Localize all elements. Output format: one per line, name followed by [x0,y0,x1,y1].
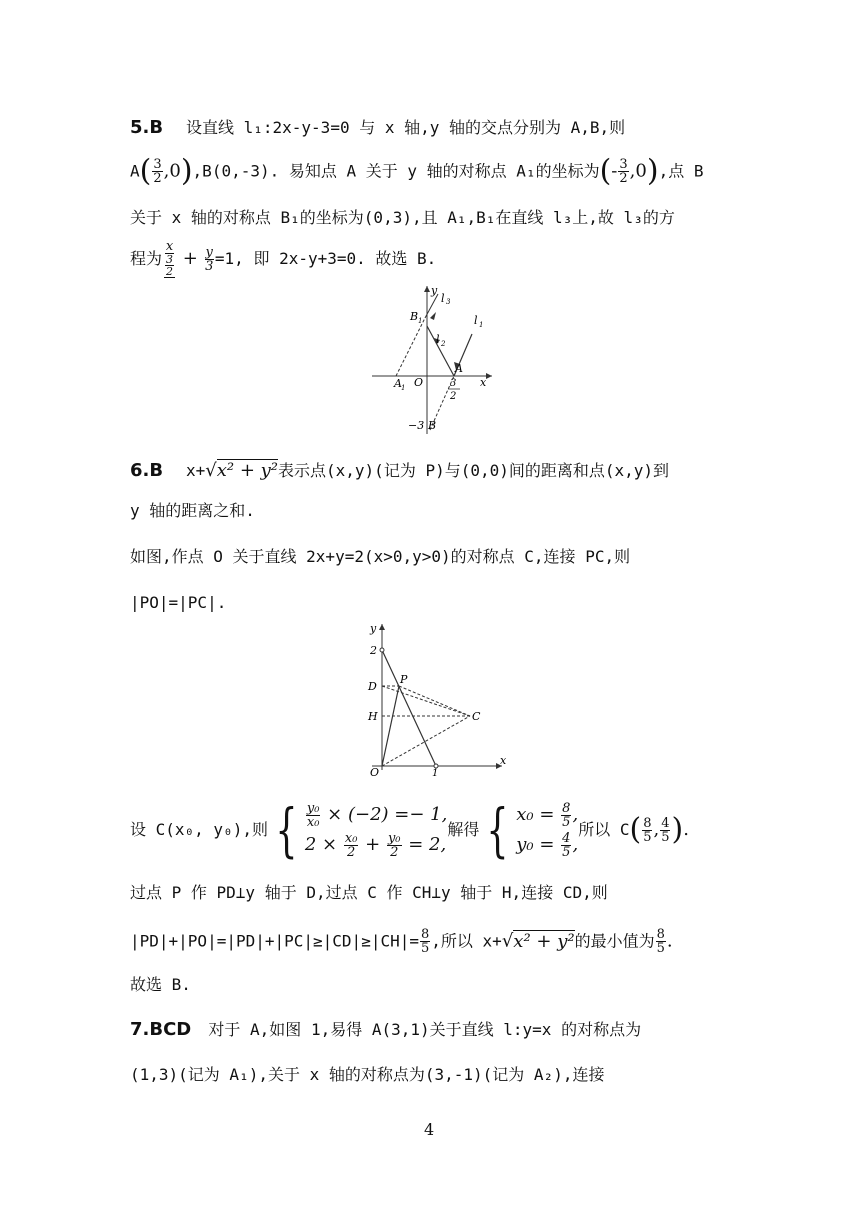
p6-text-8: 故选 B. [130,975,191,994]
p5-text-4a: 程为 [130,249,163,268]
fig1-a1-sub: 1 [401,384,406,392]
fig2-c-label: C [472,710,481,723]
fig2-h-label: H [368,710,378,723]
p5-line4: 程为 $\frac{x}{\frac{3}{2}}$ + $\frac{y}{3}$ =1, 即 2x-y+3=0. 故选 B. [130,239,437,278]
p6-text-5b: 解得 [447,820,480,839]
p7-answer-label: 7.BCD [130,1019,192,1040]
fig1-two-label: 2 [450,391,457,402]
fig2-y-label: y [370,622,377,635]
fig1-three-label: 3 [450,378,457,389]
fig1-l3-label: l [441,292,445,305]
p6-line2 [130,498,255,524]
p5-text-3: 关于 x 轴的对称点 B₁的坐标为(0,3),且 A₁,B₁在直线 l₃上,故 l₃的方 [130,208,675,227]
p6-line8 [130,972,191,998]
p5-frac-3-2: $\frac{3}{2}$ [153,157,162,186]
p6-text-6: 过点 P 作 PD⊥y 轴于 D,过点 C 作 CH⊥y 轴于 H,连接 CD,则 [130,883,608,902]
fig1-l1-sub: 1 [479,321,484,329]
p6-line5: 设 C(x₀, y₀),则 { $\frac{\text{y₀}}{\text{x₀}}$ × (−2) =− 1, 2 × $\frac{\text{x₀}}{2}$ + $\frac{\text{y₀}}{2}$ = 2, 解得 { x₀ = $\frac{8}{5}$ , y₀ = $\frac{4}{5}$ , 所以 C( $\frac{8}{5}$ , $\frac{4}{5}$ ). [130,796,689,864]
p6-answer-label: 6.B [130,460,164,481]
p6-figure [362,620,512,776]
fig1-l2-label: l [436,333,440,346]
fig2-two-label: 2 [370,644,377,657]
fig2-p-label: P [400,673,408,686]
p6-text-7a: |PD|+|PO|=|PD|+|PC|≥|CD|≥|CH|= [130,931,419,951]
p5-text-1: 设直线 l₁:2x-y-3=0 与 x 轴,y 轴的交点分别为 A,B,则 [185,118,626,137]
p6-line3 [130,544,630,570]
fig1-a1-label: A [394,377,402,390]
p7-line1 [130,1017,641,1043]
p5-figure [368,282,500,438]
p6-text-4: |PO|=|PC|. [130,593,227,612]
fig2-x-label: x [500,754,507,767]
p5-frac-neg-3-2: $\frac{3}{2}$ [619,157,628,186]
p5-text-4b: =1, 即 2x-y+3=0. 故选 B. [214,249,437,268]
p5-frac-y-3: $\frac{y}{3}$ [205,244,214,274]
p6-text-1a: x+ [185,461,206,480]
p6-text-7c: 的最小值为 [574,931,655,951]
p5-line1 [130,115,625,141]
p6-line6 [130,880,608,906]
p6-system-1: $\frac{\text{y₀}}{\text{x₀}}$ × (−2) =− 1, 2 × $\frac{\text{x₀}}{2}$ + $\frac{\text{y₀}}{2}$ = 2, [304,800,448,860]
fig1-y-label: y [431,284,438,297]
fig1-origin-label: O [414,376,424,389]
fig1-l1-label: l [474,314,478,327]
p6-text-1b: 表示点(x,y)(记为 P)与(0,0)间的距离和点(x,y)到 [278,461,670,480]
fig1-x-label: x [480,376,487,389]
page-number: 4 [424,1120,435,1139]
p6-line4 [130,590,226,616]
p5-text-2b: ,B(0,-3). 易知点 A 关于 y 轴的对称点 A₁的坐标为 [192,161,600,181]
p7-line2 [130,1062,604,1088]
p6-sqrt-expr: √x² + y² [205,460,279,481]
p6-line7: |PD|+|PO|=|PD|+|PC|≥|CD|≥|CH|= $\frac{8}{5}$ ,所以 x+√x² + y²的最小值为 $\frac{8}{5}$ . [130,927,673,956]
p5-text-2c: ,点 B [658,161,704,181]
p6-text-7b: ,所以 x+ [431,931,502,951]
p6-text-2: y 轴的距离之和. [130,501,255,520]
fig1-a-label: A [455,362,463,375]
p7-text-1: 对于 A,如图 1,易得 A(3,1)关于直线 l:y=x 的对称点为 [208,1020,642,1039]
fig2-d-label: D [368,680,377,693]
p5-line2: A( $\frac{3}{2}$ ,0),B(0,-3). 易知点 A 关于 y 轴的对称点 A₁的坐标为(- $\frac{3}{2}$ ,0),点 B [130,153,704,189]
p5-answer-label: 5.B [130,117,164,138]
p6-line1 [130,458,669,484]
p6-system-2: x₀ = $\frac{8}{5}$ , y₀ = $\frac{4}{5}$ , [516,800,579,860]
p5-frac-x-over-3-2: $\frac{x}{\frac{3}{2}}$ [165,239,174,278]
fig1-b1-label: B [410,310,419,323]
fig1-b1-sub: 1 [418,317,423,325]
fig1-l2-sub: 2 [441,340,446,348]
p6-text-3: 如图,作点 O 关于直线 2x+y=2(x>0,y>0)的对称点 C,连接 PC,则 [130,547,631,566]
p6-text-5a: 设 C(x₀, y₀),则 [130,820,268,839]
fig2-one-label: 1 [432,768,439,776]
fig2-origin-label: O [370,766,380,776]
p6-text-5c: 所以 C [578,820,630,839]
p5-text-2a: A [130,161,140,181]
fig1-l3-sub: 3 [446,298,451,306]
p5-line3 [130,205,675,231]
p7-text-2: (1,3)(记为 A₁),关于 x 轴的对称点为(3,-1)(记为 A₂),连接 [130,1065,605,1084]
fig1-b-label: B [428,419,437,432]
fig1-minus3-label: −3 [408,419,425,432]
